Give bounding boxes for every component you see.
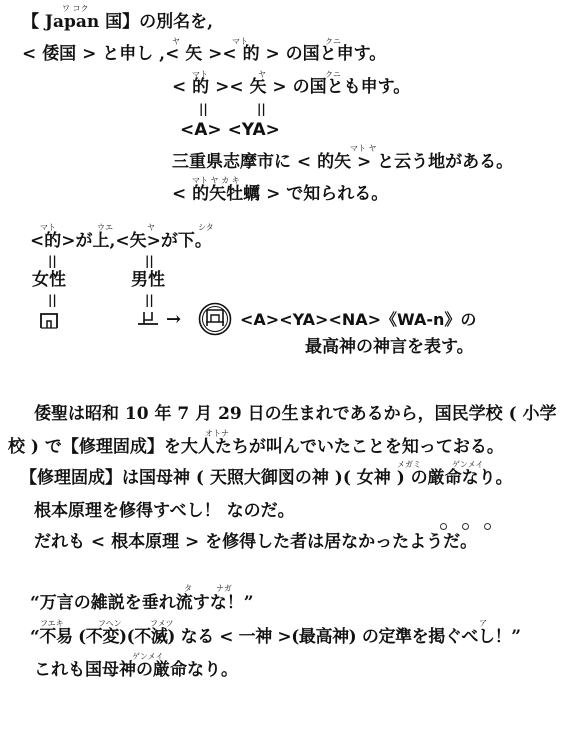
combined-symbol-icon xyxy=(197,301,233,337)
emphasis-dot xyxy=(462,523,469,530)
male-symbol-icon xyxy=(134,308,162,330)
ruby-matoyakaki: マト ヤ カ キ xyxy=(192,176,240,185)
para1-line3: 【修理固成】は国母神 ( 天照大御図の神 )( 女神 ) の厳命なり。 xyxy=(20,468,513,488)
ruby-kuni: クニ xyxy=(325,37,341,46)
equals-male-2: || xyxy=(145,293,154,307)
line-wakoku: < 倭国 > と申し ,< 矢 >< 的 > の国と申す。 xyxy=(22,44,387,64)
ruby-ya-2: ヤ xyxy=(258,70,266,79)
emphasis-dot xyxy=(440,523,447,530)
ruby-kuni-2: クニ xyxy=(325,70,341,79)
equals-male-1: || xyxy=(145,254,154,268)
para1-line5: だれも < 根本原理 > を修得した者は居なかったようだ。 xyxy=(34,532,478,552)
para1-line1: 倭聖は昭和 10 年 7 月 29 日の生まれであるから，国民学校 ( 小学 xyxy=(34,404,557,424)
ruby-fueki: フエキ xyxy=(40,619,64,628)
ruby-ya-3: ヤ xyxy=(147,223,155,232)
para2-line1: “万言の雑説を垂れ流すな！” xyxy=(30,593,254,613)
para2-line3: これも国母神の厳命なり。 xyxy=(34,660,238,680)
ruby-naga: ナガ xyxy=(216,584,232,593)
ruby-ue: ウエ xyxy=(97,223,113,232)
ruby-megami: メガミ xyxy=(397,460,421,469)
equals-female-2: || xyxy=(48,293,57,307)
ruby-genmei: ゲンメイ xyxy=(452,460,484,469)
line-supreme-god: 最高神の神言を表す。 xyxy=(305,337,474,357)
ruby-otona: オトナ xyxy=(205,429,229,438)
para1-line4: 根本原理を修得すべし！ なのだ。 xyxy=(34,501,295,521)
ruby-genmei-2: ゲンメイ xyxy=(132,652,164,661)
line-shima: 三重県志摩市に < 的矢 > と云う地がある。 xyxy=(172,152,514,172)
equals-female-1: || xyxy=(48,254,57,268)
ruby-matoya: マト ヤ xyxy=(350,144,377,153)
equals-a: || xyxy=(199,102,208,116)
ruby-mato: マト xyxy=(232,37,248,46)
ruby-fumetsu: フメツ xyxy=(150,619,174,628)
arrow-icon: → xyxy=(166,309,182,330)
line-up-down: <的>が上,<矢>が下。 xyxy=(30,231,212,251)
ruby-fuhen: フヘン xyxy=(98,619,122,628)
line-a-ya-na-wan: <A><YA><NA>《WA-n》の xyxy=(240,310,477,329)
ruby-mato-3: マト xyxy=(40,223,56,232)
label-male: 男性 xyxy=(131,270,165,290)
ruby-shita: シタ xyxy=(198,223,214,232)
ruby-ya: ヤ xyxy=(172,37,180,46)
ruby-mato-2: マト xyxy=(192,70,208,79)
line-japan-alias: 【 Japan 国】の別名を, xyxy=(22,12,214,32)
label-female: 女性 xyxy=(32,270,66,290)
line-mato-ya: < 的 >< 矢 > の国とも申す。 xyxy=(172,77,411,97)
ruby-a: ア xyxy=(479,619,487,628)
equals-ya: || xyxy=(257,102,266,116)
line-a-ya: <A> <YA> xyxy=(180,120,280,140)
para2-line2: “不易 (不変)(不滅) なる < 一神 >(最高神) の定準を掲ぐべし！” xyxy=(30,627,521,647)
ruby-wakoku: ワ コク xyxy=(62,4,89,13)
ruby-ta: タ xyxy=(184,584,192,593)
line-oyster: < 的矢牡蠣 > で知られる。 xyxy=(172,184,389,204)
female-symbol-icon xyxy=(36,308,62,330)
emphasis-dot xyxy=(484,523,491,530)
para1-line2: 校 ) で【修理固成】を大人たちが叫んでいたことを知っておる。 xyxy=(8,437,504,457)
